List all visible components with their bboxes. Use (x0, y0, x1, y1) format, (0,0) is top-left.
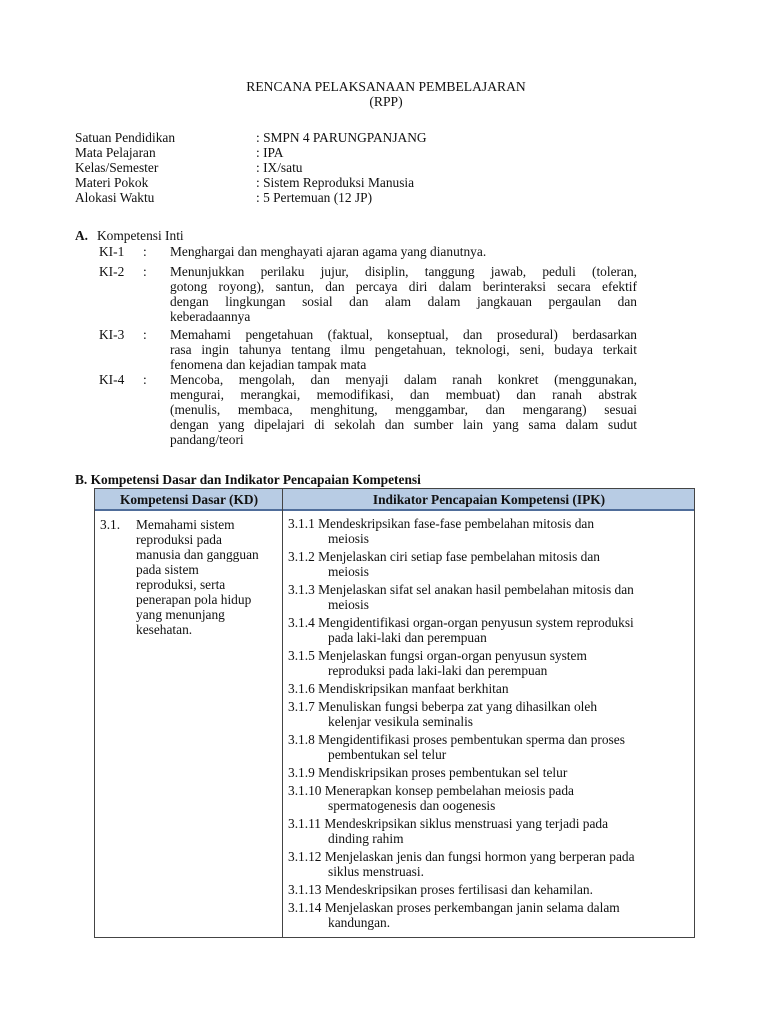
ipk-list (288, 516, 693, 933)
competency-table (94, 488, 695, 938)
ipk-item (288, 816, 693, 846)
ipk-item (288, 783, 693, 813)
ipk-item (288, 615, 693, 645)
ipk-line: 3.1.9 Mendiskripsikan proses pembentukan sel telur (288, 765, 568, 780)
ipk-line: 3.1.14 Menjelaskan proses perkembangan janin selama dalam (288, 900, 620, 915)
ipk-item (288, 582, 693, 612)
ipk-line: dinding rahim (328, 831, 404, 846)
identity-block (75, 130, 675, 205)
info-row (75, 175, 675, 190)
section-a-title: Kompetensi Inti (97, 228, 184, 243)
ipk-line: 3.1.4 Mengidentifikasi organ-organ penyusun system reproduksi (288, 615, 634, 630)
document-title: RENCANA PELAKSANAAN PEMBELAJARAN (246, 79, 526, 94)
info-value: : 5 Pertemuan (12 JP) (256, 190, 373, 205)
kd-line: reproduksi, serta (136, 577, 226, 592)
ipk-item (288, 516, 693, 546)
ipk-line: siklus menstruasi. (328, 864, 424, 879)
ki-line: keberadaannya (170, 309, 251, 324)
kd-line: yang menunjang (136, 607, 225, 622)
ki-colon: : (143, 327, 147, 342)
ki-code: KI-4 (99, 372, 125, 387)
section-a-heading (75, 228, 184, 243)
ki-line: Mencoba, mengolah, dan menyaji dalam ranah konkret (menggunakan, (170, 372, 637, 387)
info-value: : Sistem Reproduksi Manusia (256, 175, 415, 190)
kd-line: kesehatan. (136, 622, 193, 637)
ki-line: Menunjukkan perilaku jujur, disiplin, tanggung jawab, peduli (toleran, (170, 264, 637, 279)
column-divider (282, 489, 283, 937)
ipk-line: pembentukan sel telur (328, 747, 447, 762)
ki-code: KI-1 (99, 244, 125, 259)
ipk-line: 3.1.3 Menjelaskan sifat sel anakan hasil pembelahan mitosis dan (288, 582, 634, 597)
info-value: : SMPN 4 PARUNGPANJANG (256, 130, 427, 145)
section-b-heading: B. Kompetensi Dasar dan Indikator Pencapaian Kompetensi (75, 472, 421, 487)
ipk-line: 3.1.11 Mendeskripsikan siklus menstruasi yang terjadi pada (288, 816, 609, 831)
ki-line: (menulis, membaca, menghitung, menggambar, dan mengarang) sesuai (170, 402, 637, 417)
ipk-item (288, 732, 693, 762)
ki-line: Menghargai dan menghayati ajaran agama yang dianutnya. (170, 244, 487, 259)
ki-line: rasa ingin tahunya tentang ilmu pengetahuan, teknologi, seni, budaya terkait (170, 342, 637, 357)
kd-line: reproduksi pada (136, 532, 222, 547)
info-label: Mata Pelajaran (75, 145, 156, 160)
ki-colon: : (143, 372, 147, 387)
table-header-row (95, 489, 694, 511)
info-value: : IPA (256, 145, 284, 160)
ipk-item (288, 681, 693, 696)
ki-code: KI-2 (99, 264, 125, 279)
ipk-line: 3.1.13 Mendeskripsikan proses fertilisasi dan kehamilan. (288, 882, 593, 897)
ki-colon: : (143, 264, 147, 279)
info-row (75, 190, 675, 205)
table-header-ipk: Indikator Pencapaian Kompetensi (IPK) (372, 492, 606, 507)
kd-line: manusia dan gangguan (136, 547, 259, 562)
info-label: Alokasi Waktu (75, 190, 155, 205)
ki-description (170, 244, 637, 259)
ki-line: mengurai, merangkai, memodifikasi, dan membuat) dan ranah abstrak (170, 387, 637, 402)
ki-line: dengan lingkungan sosial dan alam dalam jangkauan pergaulan dan (170, 294, 637, 309)
kd-description (136, 517, 281, 637)
info-row (75, 130, 675, 145)
ki-description (170, 264, 637, 324)
ipk-item (288, 699, 693, 729)
ipk-line: 3.1.10 Menerapkan konsep pembelahan meiosis pada (288, 783, 574, 798)
section-a-letter: A. (75, 228, 89, 243)
ki-line: Memahami pengetahuan (faktual, konseptual, dan prosedural) berdasarkan (170, 327, 637, 342)
ipk-item (288, 549, 693, 579)
ki-description (170, 372, 637, 447)
ipk-item (288, 765, 693, 780)
kd-line: Memahami sistem (136, 517, 235, 532)
ipk-line: spermatogenesis dan oogenesis (328, 798, 496, 813)
ipk-item (288, 900, 693, 930)
ipk-item (288, 882, 693, 897)
ipk-line: meiosis (328, 597, 369, 612)
ipk-item (288, 648, 693, 678)
ipk-line: 3.1.8 Mengidentifikasi proses pembentukan sperma dan proses (288, 732, 625, 747)
ipk-line: 3.1.5 Menjelaskan fungsi organ-organ penyusun system (288, 648, 587, 663)
ki-colon: : (143, 244, 147, 259)
document-subtitle: (RPP) (369, 94, 403, 109)
ki-line: gotong royong), santun, dan percaya diri dalam berinteraksi secara efektif (170, 279, 637, 294)
info-row (75, 160, 675, 175)
ipk-line: 3.1.7 Menuliskan fungsi beberpa zat yang dihasilkan oleh (288, 699, 598, 714)
ki-line: dengan yang dipelajari di sekolah dan sumber lain yang sama dalam sudut (170, 417, 637, 432)
ipk-line: reproduksi pada laki-laki dan perempuan (328, 663, 548, 678)
ki-code: KI-3 (99, 327, 125, 342)
ipk-line: meiosis (328, 531, 369, 546)
ipk-line: meiosis (328, 564, 369, 579)
kd-number: 3.1. (100, 517, 121, 532)
info-label: Satuan Pendidikan (75, 130, 176, 145)
ipk-line: pada laki-laki dan perempuan (328, 630, 487, 645)
info-label: Kelas/Semester (75, 160, 159, 175)
table-header-kd: Kompetensi Dasar (KD) (119, 492, 259, 507)
kd-line: pada sistem (136, 562, 199, 577)
info-label: Materi Pokok (75, 175, 149, 190)
ipk-line: 3.1.2 Menjelaskan ciri setiap fase pembelahan mitosis dan (288, 549, 600, 564)
info-value: : IX/satu (256, 160, 303, 175)
ipk-line: 3.1.1 Mendeskripsikan fase-fase pembelahan mitosis dan (288, 516, 595, 531)
ki-line: fenomena dan kejadian tampak mata (170, 357, 367, 372)
kd-line: penerapan pola hidup (136, 592, 252, 607)
ki-line: pandang/teori (170, 432, 244, 447)
ipk-item (288, 849, 693, 879)
ki-description (170, 327, 637, 372)
ipk-line: kelenjar vesikula seminalis (328, 714, 474, 729)
ipk-line: 3.1.6 Mendiskripsikan manfaat berkhitan (288, 681, 509, 696)
info-row (75, 145, 675, 160)
ipk-line: 3.1.12 Menjelaskan jenis dan fungsi hormon yang berperan pada (288, 849, 635, 864)
ipk-line: kandungan. (328, 915, 391, 930)
